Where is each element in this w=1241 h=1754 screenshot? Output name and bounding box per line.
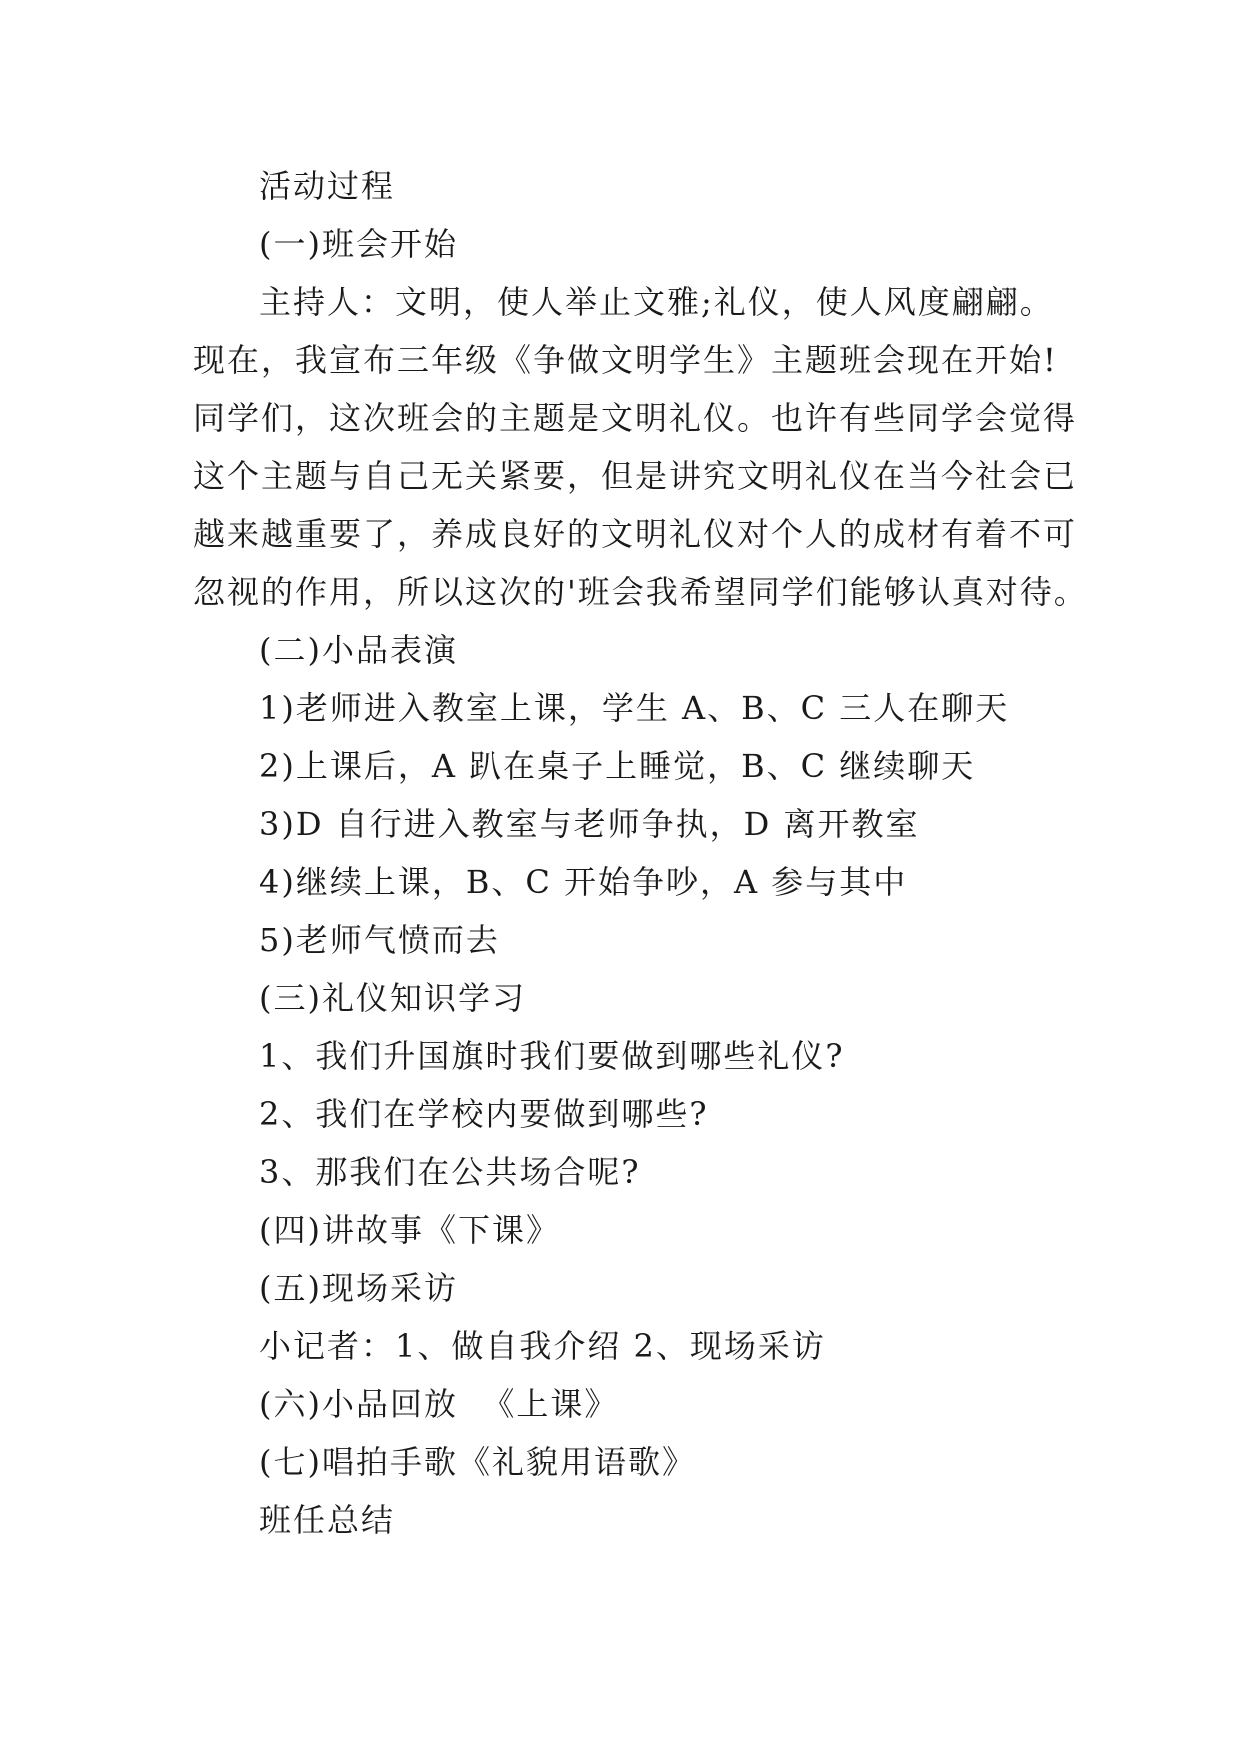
host-paragraph-line: 忽视的作用，所以这次的'班会我希望同学们能够认真对待。	[193, 573, 1088, 611]
skit-step: 1)老师进入教室上课，学生 A、B、C 三人在聊天	[259, 689, 1010, 727]
host-paragraph-line: 这个主题与自己无关紧要，但是讲究文明礼仪在当今社会已	[193, 457, 1078, 495]
skit-step: 2)上课后，A 趴在桌子上睡觉，B、C 继续聊天	[259, 747, 976, 785]
skit-step: 3)D 自行进入教室与老师争执，D 离开教室	[259, 805, 920, 843]
skit-step: 4)继续上课，B、C 开始争吵，A 参与其中	[259, 863, 908, 901]
summary-heading: 班任总结	[259, 1501, 396, 1539]
section-6-title: (六)小品回放 《上课》	[259, 1385, 619, 1423]
reporter-line: 小记者：1、做自我介绍 2、现场采访	[259, 1327, 826, 1365]
section-3-title: (三)礼仪知识学习	[259, 979, 526, 1017]
section-4-title: (四)讲故事《下课》	[259, 1211, 560, 1249]
section-5-title: (五)现场采访	[259, 1269, 458, 1307]
host-paragraph-line: 主持人：文明，使人举止文雅;礼仪，使人风度翩翩。	[259, 283, 1054, 321]
question-item: 1、我们升国旗时我们要做到哪些礼仪?	[259, 1037, 845, 1075]
section-2-title: (二)小品表演	[259, 631, 458, 669]
host-paragraph-line: 现在，我宣布三年级《争做文明学生》主题班会现在开始!	[193, 341, 1058, 379]
host-paragraph-line: 同学们，这次班会的主题是文明礼仪。也许有些同学会觉得	[193, 399, 1078, 437]
document-page	[193, 157, 1088, 1549]
host-paragraph-line: 越来越重要了，养成良好的文明礼仪对个人的成材有着不可	[193, 515, 1078, 553]
section-1-title: (一)班会开始	[259, 225, 458, 263]
question-item: 3、那我们在公共场合呢?	[259, 1153, 641, 1191]
skit-step: 5)老师气愤而去	[259, 921, 500, 959]
section-7-title: (七)唱拍手歌《礼貌用语歌》	[259, 1443, 696, 1481]
question-item: 2、我们在学校内要做到哪些?	[259, 1095, 709, 1133]
heading-process: 活动过程	[259, 167, 396, 205]
